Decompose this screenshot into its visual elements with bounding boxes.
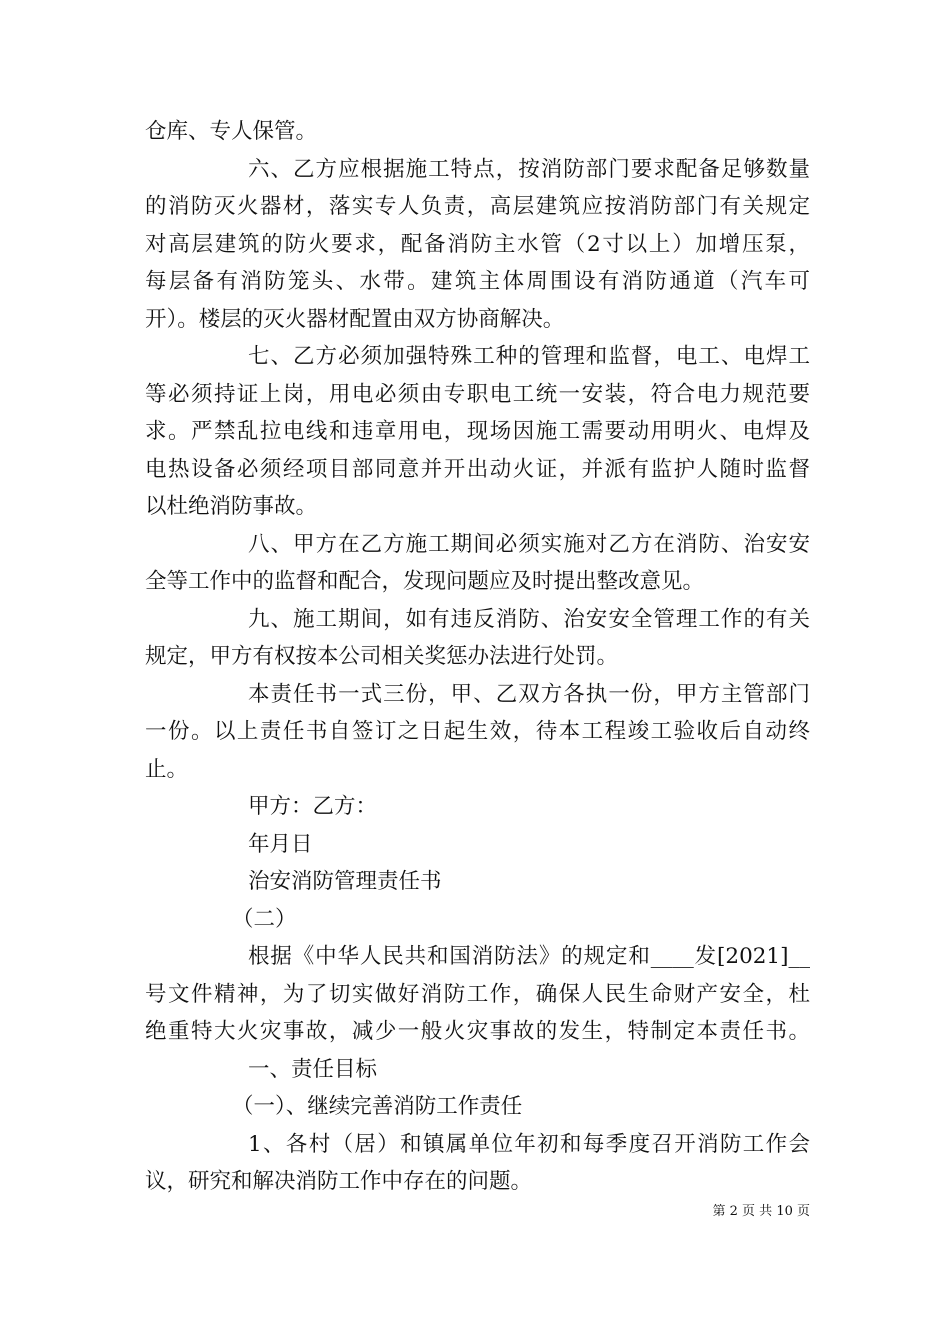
text-line: 以杜绝消防事故。 [145,494,318,519]
text-line: 每层备有消防笼头、水带。建筑主体周围设有消防通道（汽车可 [145,269,810,294]
text-line: 电热设备必须经项目部同意并开出动火证，并派有监护人随时监督 [145,456,810,482]
text-line: 仓库、专人保管。 [145,119,318,144]
document-body [145,113,810,1201]
section-subtitle: （二） [232,906,297,932]
text-line: 一份。以上责任书自签订之日起生效，待本工程竣工验收后自动终 [145,719,810,744]
text-line: 等必须持证上岗，用电必须由专职电工统一安装，符合电力规范要 [145,381,810,407]
text-line: 七、乙方必须加强特殊工种的管理和监督，电工、电焊工 [248,344,810,369]
text-line: 规定，甲方有权按本公司相关奖惩办法进行处罚。 [145,644,619,669]
heading-line: 一、责任目标 [248,1056,378,1082]
text-line: 八、甲方在乙方施工期间必须实施对乙方在消防、治安安 [248,531,810,557]
text-line: 开）。楼层的灭火器材配置由双方协商解决。 [145,306,565,332]
date-line: 年月日 [248,831,313,857]
text-line: 本责任书一式三份，甲、乙双方各执一份，甲方主管部门 [248,681,810,707]
text-line: 根据《中华人民共和国消防法》的规定和____发[2021]__ [248,944,810,969]
section-title: 治安消防管理责任书 [248,869,442,894]
text-line: 全等工作中的监督和配合，发现问题应及时提出整改意见。 [145,569,705,594]
text-line: 六、乙方应根据施工特点，按消防部门要求配备足够数量 [248,156,810,182]
text-line: 号文件精神，为了切实做好消防工作，确保人民生命财产安全，杜 [145,981,810,1007]
text-line: 1、各村（居）和镇属单位年初和每季度召开消防工作会 [248,1131,810,1157]
signature-line: 甲方：乙方： [248,794,378,819]
text-line: 求。严禁乱拉电线和违章用电，现场因施工需要动用明火、电焊及 [145,419,810,444]
text-line: 九、施工期间，如有违反消防、治安安全管理工作的有关 [248,606,810,632]
text-line: 议，研究和解决消防工作中存在的问题。 [145,1169,533,1194]
text-line: 止。 [145,756,189,782]
heading-line: （一）、继续完善消防工作责任 [232,1094,523,1119]
text-line: 绝重特大火灾事故，减少一般火灾事故的发生，特制定本责任书。 [145,1019,810,1044]
page-number: 第 2 页 共 10 页 [712,1204,810,1219]
text-line: 的消防灭火器材，落实专人负责，高层建筑应按消防部门有关规定 [145,194,810,219]
text-line: 对高层建筑的防火要求，配备消防主水管（2寸以上）加增压泵， [145,231,810,257]
